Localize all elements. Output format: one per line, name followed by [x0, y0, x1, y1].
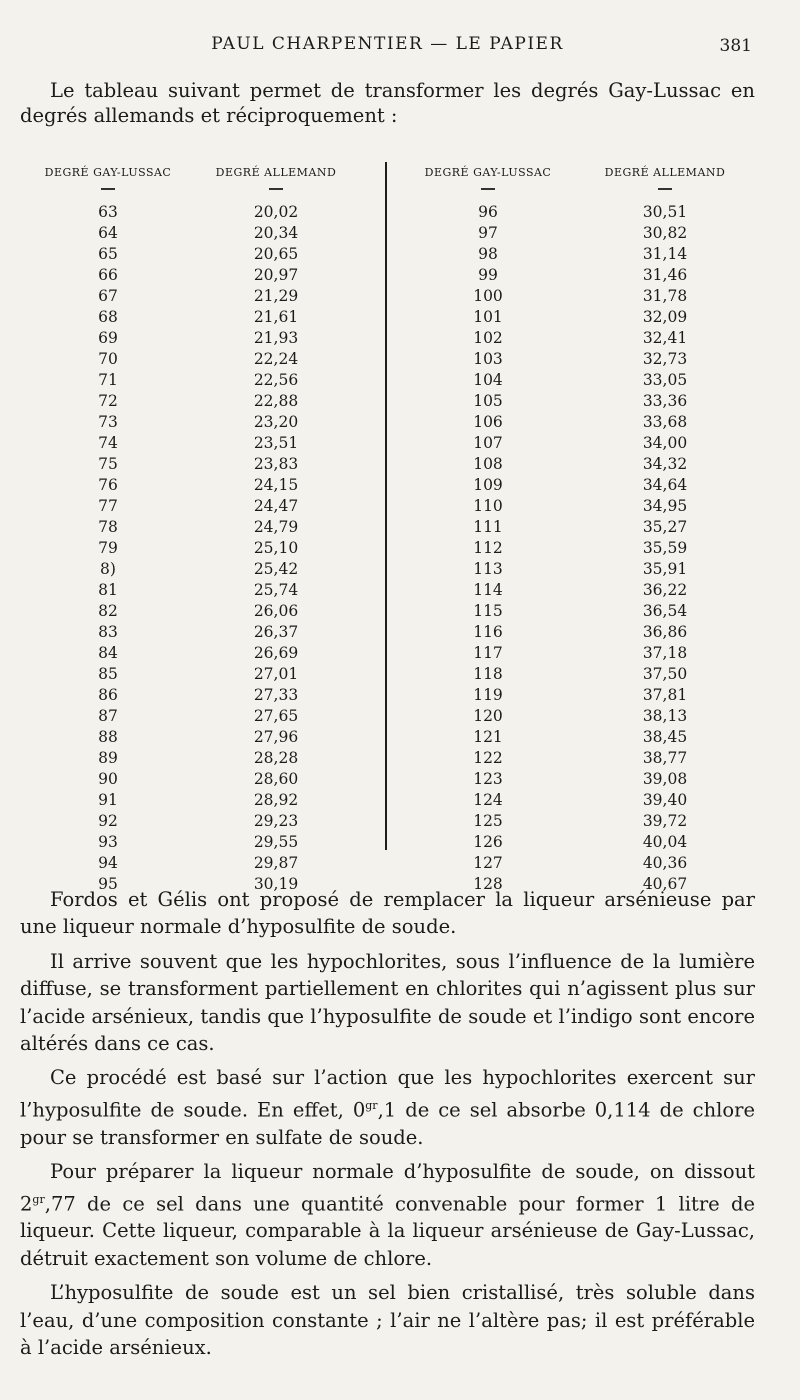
allemand-right-cell: 30,51 [642, 203, 688, 221]
allemand-right-cell: 31,78 [642, 287, 688, 305]
gay-lussac-left-cell: 68 [98, 308, 118, 326]
table-row [0, 433, 800, 454]
table-row [0, 349, 800, 370]
gay-lussac-right-cell: 118 [473, 665, 503, 683]
body-text [20, 886, 755, 1369]
allemand-left-cell: 26,37 [253, 623, 299, 641]
gay-lussac-right-cell: 117 [473, 644, 503, 662]
table-row [0, 622, 800, 643]
table-row [0, 223, 800, 244]
allemand-left-cell: 25,42 [253, 560, 299, 578]
header-gay-lussac-right: DEGRÉ GAY-LUSSAC [424, 166, 552, 179]
gay-lussac-left-cell: 81 [98, 581, 118, 599]
gay-lussac-left-cell: 8) [100, 560, 116, 578]
running-title: PAUL CHARPENTIER — LE PAPIER [211, 34, 564, 54]
gay-lussac-right-cell: 125 [473, 812, 503, 830]
allemand-left-cell: 24,79 [253, 518, 299, 536]
gay-lussac-right-cell: 108 [473, 455, 503, 473]
allemand-right-cell: 40,04 [642, 833, 688, 851]
allemand-left-cell: 30,19 [253, 875, 299, 893]
gay-lussac-left-cell: 65 [98, 245, 118, 263]
allemand-right-cell: 36,22 [642, 581, 688, 599]
table-row [0, 790, 800, 811]
allemand-right-cell: 34,00 [642, 434, 688, 452]
gay-lussac-left-cell: 91 [98, 791, 118, 809]
allemand-left-cell: 29,87 [253, 854, 299, 872]
gay-lussac-right-cell: 110 [473, 497, 503, 515]
allemand-right-cell: 30,82 [642, 224, 688, 242]
allemand-right-cell: 38,45 [642, 728, 688, 746]
gay-lussac-right-cell: 98 [478, 245, 498, 263]
allemand-left-cell: 21,29 [253, 287, 299, 305]
gay-lussac-right-cell: 99 [478, 266, 498, 284]
header-allemand-right: DEGRÉ ALLEMAND [604, 166, 726, 179]
table-row [0, 265, 800, 286]
allemand-left-cell: 23,20 [253, 413, 299, 431]
allemand-left-cell: 27,01 [253, 665, 299, 683]
allemand-left-cell: 20,34 [253, 224, 299, 242]
table-row [0, 328, 800, 349]
allemand-right-cell: 35,59 [642, 539, 688, 557]
allemand-right-cell: 39,72 [642, 812, 688, 830]
table-row [0, 706, 800, 727]
gay-lussac-right-cell: 105 [473, 392, 503, 410]
table-row [0, 517, 800, 538]
allemand-right-cell: 37,50 [642, 665, 688, 683]
allemand-right-cell: 37,81 [642, 686, 688, 704]
gay-lussac-right-cell: 96 [478, 203, 498, 221]
allemand-right-cell: 37,18 [642, 644, 688, 662]
header-dash [101, 188, 115, 190]
gay-lussac-right-cell: 126 [473, 833, 503, 851]
gay-lussac-left-cell: 88 [98, 728, 118, 746]
allemand-left-cell: 22,88 [253, 392, 299, 410]
allemand-right-cell: 34,64 [642, 476, 688, 494]
allemand-left-cell: 20,65 [253, 245, 299, 263]
gay-lussac-right-cell: 119 [473, 686, 503, 704]
allemand-right-cell: 36,54 [642, 602, 688, 620]
allemand-right-cell: 34,32 [642, 455, 688, 473]
header-dash [269, 188, 283, 190]
gay-lussac-right-cell: 128 [473, 875, 503, 893]
table-body [0, 202, 800, 895]
page-number: 381 [719, 36, 752, 56]
gay-lussac-left-cell: 85 [98, 665, 118, 683]
gay-lussac-right-cell: 97 [478, 224, 498, 242]
allemand-left-cell: 27,96 [253, 728, 299, 746]
table-row [0, 580, 800, 601]
allemand-right-cell: 31,14 [642, 245, 688, 263]
allemand-left-cell: 27,33 [253, 686, 299, 704]
table-row [0, 832, 800, 853]
gay-lussac-left-cell: 73 [98, 413, 118, 431]
gay-lussac-left-cell: 78 [98, 518, 118, 536]
header-dash [658, 188, 672, 190]
gay-lussac-right-cell: 107 [473, 434, 503, 452]
allemand-left-cell: 25,10 [253, 539, 299, 557]
allemand-left-cell: 24,15 [253, 476, 299, 494]
gay-lussac-left-cell: 92 [98, 812, 118, 830]
gay-lussac-left-cell: 77 [98, 497, 118, 515]
table-row [0, 664, 800, 685]
allemand-left-cell: 21,93 [253, 329, 299, 347]
allemand-left-cell: 23,51 [253, 434, 299, 452]
table-row [0, 391, 800, 412]
gay-lussac-right-cell: 109 [473, 476, 503, 494]
gay-lussac-right-cell: 112 [473, 539, 503, 557]
table-row [0, 559, 800, 580]
allemand-right-cell: 32,41 [642, 329, 688, 347]
allemand-left-cell: 28,28 [253, 749, 299, 767]
gay-lussac-right-cell: 124 [473, 791, 503, 809]
gay-lussac-right-cell: 127 [473, 854, 503, 872]
gay-lussac-right-cell: 104 [473, 371, 503, 389]
intro-paragraph: Le tableau suivant permet de transformer les degrés Gay-Lussac en degrés allemands et réciproquement : [20, 79, 755, 127]
gay-lussac-left-cell: 72 [98, 392, 118, 410]
gay-lussac-right-cell: 113 [473, 560, 503, 578]
gay-lussac-right-cell: 120 [473, 707, 503, 725]
allemand-left-cell: 28,60 [253, 770, 299, 788]
header-gay-lussac-left: DEGRÉ GAY-LUSSAC [44, 166, 172, 179]
allemand-left-cell: 22,24 [253, 350, 299, 368]
allemand-right-cell: 38,77 [642, 749, 688, 767]
allemand-right-cell: 32,09 [642, 308, 688, 326]
allemand-left-cell: 28,92 [253, 791, 299, 809]
allemand-right-cell: 33,36 [642, 392, 688, 410]
allemand-right-cell: 39,08 [642, 770, 688, 788]
table-row [0, 685, 800, 706]
gay-lussac-right-cell: 100 [473, 287, 503, 305]
gay-lussac-left-cell: 84 [98, 644, 118, 662]
allemand-left-cell: 29,23 [253, 812, 299, 830]
allemand-right-cell: 36,86 [642, 623, 688, 641]
page-header [0, 34, 800, 58]
allemand-left-cell: 23,83 [253, 455, 299, 473]
gay-lussac-right-cell: 123 [473, 770, 503, 788]
allemand-right-cell: 31,46 [642, 266, 688, 284]
gay-lussac-left-cell: 89 [98, 749, 118, 767]
gay-lussac-left-cell: 66 [98, 266, 118, 284]
paragraph-procede: Ce procédé est basé sur l’action que les hypochlorites exercent sur l’hyposulfite de soude. En effet, $0^{gr},1$ de ce sel absorbe 0,114 de chlore pour se transformer en sulfate de soude. [20, 1066, 755, 1149]
paragraph-hyposulfite: L’hyposulfite de soude est un sel bien cristallisé, très soluble dans l’eau, d’une composition constante ; l’air ne l’altère pas; il est préférable à l’acide arsénieux. [20, 1281, 755, 1360]
gay-lussac-left-cell: 63 [98, 203, 118, 221]
table-row [0, 601, 800, 622]
gay-lussac-right-cell: 121 [473, 728, 503, 746]
gay-lussac-left-cell: 94 [98, 854, 118, 872]
table-row [0, 853, 800, 874]
allemand-right-cell: 40,36 [642, 854, 688, 872]
allemand-left-cell: 29,55 [253, 833, 299, 851]
table-row [0, 727, 800, 748]
gay-lussac-right-cell: 122 [473, 749, 503, 767]
gay-lussac-left-cell: 71 [98, 371, 118, 389]
table-row [0, 496, 800, 517]
allemand-right-cell: 32,73 [642, 350, 688, 368]
gay-lussac-left-cell: 69 [98, 329, 118, 347]
gay-lussac-left-cell: 83 [98, 623, 118, 641]
table-row [0, 643, 800, 664]
allemand-right-cell: 35,91 [642, 560, 688, 578]
gay-lussac-right-cell: 115 [473, 602, 503, 620]
paragraph-hypochlorites: Il arrive souvent que les hypochlorites, sous l’influence de la lumière diffuse, se transforment partiellement en chlorites qui n’agissent plus sur l’acide arsénieux, tandis que l’hyposulfite de soude et l’indigo sont encore altérés dans ce cas. [20, 949, 755, 1056]
header-allemand-left: DEGRÉ ALLEMAND [215, 166, 337, 179]
allemand-left-cell: 26,06 [253, 602, 299, 620]
allemand-left-cell: 22,56 [253, 371, 299, 389]
allemand-left-cell: 20,97 [253, 266, 299, 284]
allemand-left-cell: 27,65 [253, 707, 299, 725]
table-row [0, 244, 800, 265]
allemand-right-cell: 40,67 [642, 875, 688, 893]
gay-lussac-left-cell: 82 [98, 602, 118, 620]
table-row [0, 370, 800, 391]
allemand-left-cell: 20,02 [253, 203, 299, 221]
allemand-left-cell: 21,61 [253, 308, 299, 326]
gay-lussac-left-cell: 90 [98, 770, 118, 788]
header-dash [481, 188, 495, 190]
allemand-right-cell: 33,68 [642, 413, 688, 431]
allemand-right-cell: 35,27 [642, 518, 688, 536]
gay-lussac-right-cell: 106 [473, 413, 503, 431]
allemand-left-cell: 25,74 [253, 581, 299, 599]
table-row [0, 286, 800, 307]
allemand-left-cell: 26,69 [253, 644, 299, 662]
gay-lussac-left-cell: 86 [98, 686, 118, 704]
gay-lussac-left-cell: 70 [98, 350, 118, 368]
gay-lussac-right-cell: 116 [473, 623, 503, 641]
table-row [0, 202, 800, 223]
gay-lussac-left-cell: 76 [98, 476, 118, 494]
table-row [0, 769, 800, 790]
gay-lussac-left-cell: 75 [98, 455, 118, 473]
allemand-left-cell: 24,47 [253, 497, 299, 515]
allemand-right-cell: 39,40 [642, 791, 688, 809]
gay-lussac-right-cell: 102 [473, 329, 503, 347]
gay-lussac-right-cell: 101 [473, 308, 503, 326]
gay-lussac-right-cell: 114 [473, 581, 503, 599]
gay-lussac-left-cell: 64 [98, 224, 118, 242]
table-row [0, 475, 800, 496]
allemand-right-cell: 38,13 [642, 707, 688, 725]
table-row [0, 748, 800, 769]
table-row [0, 538, 800, 559]
allemand-right-cell: 33,05 [642, 371, 688, 389]
gay-lussac-left-cell: 93 [98, 833, 118, 851]
gay-lussac-left-cell: 95 [98, 875, 118, 893]
conversion-table [0, 162, 800, 893]
paragraph-fordos: Fordos et Gélis ont proposé de remplacer la liqueur arsénieuse par une liqueur normale d’hyposulfite de soude. [20, 888, 755, 939]
table-row [0, 412, 800, 433]
table-row [0, 811, 800, 832]
gay-lussac-left-cell: 79 [98, 539, 118, 557]
gay-lussac-right-cell: 111 [473, 518, 503, 536]
table-row [0, 307, 800, 328]
table-row [0, 454, 800, 475]
gay-lussac-left-cell: 67 [98, 287, 118, 305]
gay-lussac-right-cell: 103 [473, 350, 503, 368]
gay-lussac-left-cell: 74 [98, 434, 118, 452]
paragraph-preparation: Pour préparer la liqueur normale d’hyposulfite de soude, on dissout $2^{gr},77$ de ce sel dans une quantité convenable pour former 1 litre de liqueur. Cette liqueur, comparable à la liqueur arsénieuse de Gay-Lussac, détruit exactement son volume de chlore. [20, 1160, 755, 1270]
allemand-right-cell: 34,95 [642, 497, 688, 515]
gay-lussac-left-cell: 87 [98, 707, 118, 725]
